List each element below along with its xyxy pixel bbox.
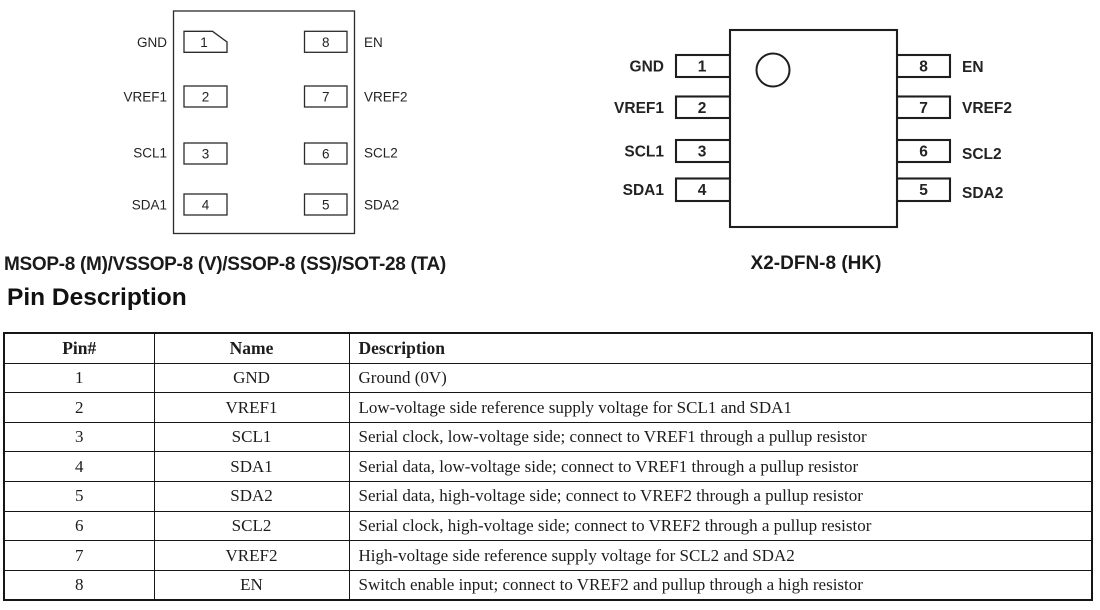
- dfn-pin-label: EN: [962, 59, 984, 76]
- dfn-pin-number: 5: [919, 182, 928, 199]
- dfn-pin-label: SCL2: [962, 146, 1002, 163]
- msop-pin-label: SDA2: [364, 197, 400, 213]
- col-header-name: Name: [154, 333, 349, 363]
- pin-name-cell: VREF1: [154, 393, 349, 423]
- pin-name-cell: SDA1: [154, 452, 349, 482]
- msop-pin-number: 4: [201, 197, 210, 213]
- pin-number-cell: 5: [4, 481, 154, 511]
- pin-number-cell: 4: [4, 452, 154, 482]
- msop-pin-label: SCL1: [133, 145, 167, 161]
- dfn-pin-number: 6: [919, 143, 928, 161]
- dfn-package-diagram: [560, 0, 1100, 250]
- col-header-description: Description: [349, 333, 1092, 363]
- dfn-package-caption: X2-DFN-8 (HK): [750, 253, 882, 274]
- pin-name-cell: VREF2: [154, 541, 349, 571]
- msop-pin-number: 1: [200, 35, 208, 50]
- msop-pin-label: VREF2: [364, 89, 408, 105]
- dfn-pin-number: 1: [697, 58, 707, 76]
- pin-description-cell: Ground (0V): [349, 363, 1092, 393]
- msop-pin-number: 8: [321, 35, 330, 50]
- pin-number-cell: 3: [4, 422, 154, 452]
- pin-description-table: [3, 332, 1093, 601]
- dfn-pin-number: 8: [919, 58, 928, 76]
- col-header-pin: Pin#: [4, 333, 154, 363]
- msop-pin-number: 7: [321, 89, 330, 105]
- table-row: [4, 570, 1092, 600]
- table-header-row: [4, 333, 1092, 363]
- dfn-pin-label: GND: [629, 58, 664, 76]
- table-row: [4, 541, 1092, 571]
- dfn-pin-number: 2: [697, 100, 707, 117]
- pin-description-cell: Switch enable input; connect to VREF2 and pullup through a high resistor: [349, 570, 1092, 600]
- dfn-pin-label: SDA2: [962, 185, 1004, 202]
- dfn-pin-number: 3: [697, 143, 707, 161]
- pin-description-cell: Serial clock, low-voltage side; connect to VREF1 through a pullup resistor: [349, 422, 1092, 452]
- msop-package-diagram: [0, 0, 560, 250]
- pin-name-cell: SCL1: [154, 422, 349, 452]
- dfn-pin-number: 4: [697, 182, 707, 199]
- pin-number-cell: 7: [4, 541, 154, 571]
- dfn-pin-number: 7: [919, 100, 928, 117]
- pin-number-cell: 8: [4, 570, 154, 600]
- table-row: [4, 452, 1092, 482]
- msop-pin-label: VREF1: [123, 89, 167, 105]
- msop-pin-label: SCL2: [364, 145, 398, 161]
- pin-name-cell: EN: [154, 570, 349, 600]
- msop-pin-label: SDA1: [131, 197, 167, 213]
- pin-number-cell: 1: [4, 363, 154, 393]
- msop-package-caption: MSOP-8 (M)/VSSOP-8 (V)/SSOP-8 (SS)/SOT-28 (TA): [4, 254, 446, 275]
- dfn-pin-label: VREF1: [614, 100, 664, 117]
- msop-pin-number: 3: [201, 146, 210, 162]
- msop-pin-label: GND: [137, 35, 167, 50]
- pin-name-cell: SCL2: [154, 511, 349, 541]
- pin-description-cell: Serial clock, high-voltage side; connect to VREF2 through a pullup resistor: [349, 511, 1092, 541]
- table-row: [4, 481, 1092, 511]
- table-row: [4, 422, 1092, 452]
- page-title: Pin Description: [7, 284, 187, 311]
- msop-pin-number: 2: [201, 89, 210, 105]
- pin-name-cell: SDA2: [154, 481, 349, 511]
- pin-description-cell: Serial data, low-voltage side; connect to VREF1 through a pullup resistor: [349, 452, 1092, 482]
- dfn-pin-label: VREF2: [962, 100, 1012, 117]
- pin-number-cell: 6: [4, 511, 154, 541]
- dfn-pin-label: SCL1: [624, 143, 664, 161]
- dfn-package-body: [730, 30, 897, 227]
- table-row: [4, 363, 1092, 393]
- msop-pin-number: 6: [321, 146, 330, 162]
- table-row: [4, 393, 1092, 423]
- pin-name-cell: GND: [154, 363, 349, 393]
- dfn-pin-label: SDA1: [622, 182, 664, 199]
- table-row: [4, 511, 1092, 541]
- msop-pin-number: 5: [321, 197, 330, 213]
- pin-description-cell: Serial data, high-voltage side; connect to VREF2 through a pullup resistor: [349, 481, 1092, 511]
- msop-pin-label: EN: [364, 35, 383, 50]
- pin-description-cell: Low-voltage side reference supply voltage for SCL1 and SDA1: [349, 393, 1092, 423]
- pin-description-cell: High-voltage side reference supply voltage for SCL2 and SDA2: [349, 541, 1092, 571]
- pin-number-cell: 2: [4, 393, 154, 423]
